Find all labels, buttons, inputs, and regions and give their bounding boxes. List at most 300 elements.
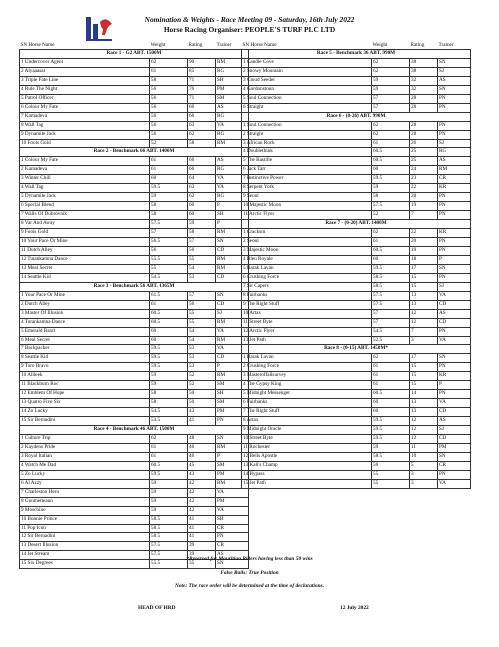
- trainer-cell: PM: [216, 470, 249, 479]
- table-row: [242, 184, 471, 193]
- rating-cell: 63: [188, 184, 216, 193]
- weight-cell: 59.5: [150, 470, 188, 479]
- rating-cell: 58: [188, 229, 216, 238]
- trainer-cell: CD: [438, 318, 471, 327]
- weight-cell: 56: [372, 461, 410, 470]
- trainer-cell: SM: [216, 399, 249, 408]
- rating-cell: 18: [410, 255, 438, 264]
- rating-cell: 48: [188, 434, 216, 443]
- table-row: [242, 372, 471, 381]
- horse-name-cell: 3 Royal Italian: [20, 452, 150, 461]
- weight-cell: 57.5: [150, 542, 188, 551]
- table-row: [242, 470, 471, 479]
- trainer-cell: RM: [216, 318, 249, 327]
- weight-cell: 58.5: [372, 282, 410, 291]
- trainer-cell: SN: [216, 434, 249, 443]
- trainer-cell: CD: [438, 408, 471, 417]
- horse-name-cell: 8 Seattle Kid: [20, 354, 150, 363]
- rating-cell: 25: [410, 148, 438, 157]
- horse-name-cell: 5 Dynamite Jack: [20, 193, 150, 202]
- table-row: [242, 121, 471, 130]
- trainer-cell: PN: [438, 470, 471, 479]
- horse-name-cell: 1 Barak Lavan: [242, 354, 372, 363]
- trainer-cell: RM: [216, 479, 249, 488]
- weight-cell: 57: [372, 94, 410, 103]
- rating-cell: 53: [188, 273, 216, 282]
- rating-cell: 28: [410, 121, 438, 130]
- race-title: Race 6 - (0-26) ABT. 990M: [242, 112, 471, 121]
- rating-cell: 39: [188, 542, 216, 551]
- horse-name-cell: 5 The Bastille: [242, 157, 372, 166]
- trainer-cell: RM: [216, 443, 249, 452]
- horse-name-cell: 3 Master Of Illusion: [20, 309, 150, 318]
- rating-cell: 17: [410, 354, 438, 363]
- horse-name-cell: 4 The Gypsy King: [242, 381, 372, 390]
- table-row: [242, 246, 471, 255]
- weight-cell: 61.5: [150, 291, 188, 300]
- trainer-cell: VA: [216, 184, 249, 193]
- trainer-cell: RM: [216, 255, 249, 264]
- col-header-weight: Weight: [150, 42, 166, 48]
- weight-cell: 61: [150, 300, 188, 309]
- rating-cell: 32: [410, 85, 438, 94]
- rating-cell: 15: [410, 282, 438, 291]
- table-row: [242, 461, 471, 470]
- trainer-cell: SN: [216, 238, 249, 247]
- horse-name-cell: 5 Emerald Band: [20, 327, 150, 336]
- rating-cell: 13: [410, 300, 438, 309]
- weight-cell: 57: [372, 309, 410, 318]
- weight-cell: 57: [372, 318, 410, 327]
- horse-name-cell: 8 Fairbanks: [242, 291, 372, 300]
- horse-name-cell: 2 Seoul: [242, 238, 372, 247]
- table-row: [20, 58, 249, 67]
- trainer-cell: PN: [438, 193, 471, 202]
- weight-cell: 59: [372, 184, 410, 193]
- table-row: [20, 515, 249, 524]
- table-row: [20, 255, 249, 264]
- horse-name-cell: 4 Wall Tag: [20, 184, 150, 193]
- table-row: [242, 390, 471, 399]
- trainer-cell: SH: [216, 211, 249, 220]
- horse-name-cell: 2 Crushing Force: [242, 363, 372, 372]
- table-row: [20, 417, 249, 426]
- horse-name-cell: 2 Straight: [242, 130, 372, 139]
- trainer-cell: VA: [216, 345, 249, 354]
- race-header-row: [20, 426, 249, 435]
- table-row: [20, 488, 249, 497]
- horse-name-cell: 9 Moschino: [20, 506, 150, 515]
- weight-cell: 56: [150, 103, 188, 112]
- horse-name-cell: 5 Midnight Messenger: [242, 390, 372, 399]
- horse-name-cell: 13 Meal Secret: [20, 264, 150, 273]
- table-row: [242, 273, 471, 282]
- horse-name-cell: 4 Tutankamna Dance: [20, 318, 150, 327]
- race-header-row: [242, 112, 471, 121]
- rating-cell: 25: [410, 157, 438, 166]
- table-row: [242, 103, 471, 112]
- table-row: [242, 327, 471, 336]
- rating-cell: 41: [188, 524, 216, 533]
- rating-cell: 20: [410, 238, 438, 247]
- left-column: [19, 42, 248, 569]
- rating-cell: 20: [410, 193, 438, 202]
- horse-name-cell: 8 Wall Tag: [20, 121, 150, 130]
- horse-name-cell: 15 Six Degrees: [20, 560, 150, 569]
- weight-cell: 60: [372, 399, 410, 408]
- weight-cell: 59.5: [372, 417, 410, 426]
- weight-cell: 57: [150, 229, 188, 238]
- race-header-row: [20, 50, 249, 59]
- horse-name-cell: 7 Walls Of Dubrovnik: [20, 211, 150, 220]
- table-row: [20, 399, 249, 408]
- rating-cell: 71: [188, 76, 216, 85]
- rating-cell: 57: [188, 291, 216, 300]
- rating-cell: 15: [410, 273, 438, 282]
- weight-cell: 57.5: [372, 300, 410, 309]
- horse-name-cell: 10 Allleek: [20, 372, 150, 381]
- table-row: [20, 121, 249, 130]
- horse-name-cell: 13 Kali's Champ: [242, 461, 372, 470]
- rating-cell: 55: [188, 255, 216, 264]
- table-row: [242, 479, 471, 488]
- weight-cell: 57.5: [372, 291, 410, 300]
- table-row: [20, 103, 249, 112]
- col-header-horse: SN Horse Name: [20, 42, 55, 48]
- horse-name-cell: 6 Jack Tarr: [242, 166, 372, 175]
- weight-cell: 57: [372, 103, 410, 112]
- trainer-cell: SN: [438, 264, 471, 273]
- table-row: [20, 112, 249, 121]
- weight-cell: 61: [372, 372, 410, 381]
- weight-cell: 60: [372, 255, 410, 264]
- weight-cell: 55.5: [150, 560, 188, 569]
- weight-cell: 59.5: [150, 354, 188, 363]
- race-title: Race 3 - Benchmark 56 ABT. 1365M: [20, 282, 249, 291]
- table-row: [20, 184, 249, 193]
- trainer-cell: PM: [216, 497, 249, 506]
- weight-cell: 52: [150, 139, 188, 148]
- table-row: [20, 381, 249, 390]
- weight-cell: 58.5: [150, 515, 188, 524]
- table-row: [20, 273, 249, 282]
- rating-cell: 23: [410, 175, 438, 184]
- weight-cell: 61: [150, 157, 188, 166]
- weight-cell: 61: [150, 67, 188, 76]
- rating-cell: 59: [188, 220, 216, 229]
- trainer-cell: CD: [216, 246, 249, 255]
- rating-cell: 46: [188, 452, 216, 461]
- trainer-cell: KR: [438, 184, 471, 193]
- weight-cell: 58: [150, 211, 188, 220]
- rating-cell: 42: [188, 506, 216, 515]
- table-row: [242, 175, 471, 184]
- table-row: [242, 452, 471, 461]
- rating-cell: 54: [188, 327, 216, 336]
- table-row: [20, 542, 249, 551]
- table-row: [242, 417, 471, 426]
- trainer-cell: P: [438, 381, 471, 390]
- weight-cell: 53.5: [150, 417, 188, 426]
- table-row: [242, 166, 471, 175]
- horse-name-cell: 1 Candle Cove: [242, 58, 372, 67]
- weight-cell: 57.5: [150, 551, 188, 560]
- trainer-cell: SJ: [438, 139, 471, 148]
- horse-name-cell: 1 Your Pace Or Mine: [20, 291, 150, 300]
- rating-cell: 53: [188, 354, 216, 363]
- table-row: [20, 327, 249, 336]
- table-row: [20, 94, 249, 103]
- weight-cell: 59: [150, 497, 188, 506]
- trainer-cell: SJ: [438, 282, 471, 291]
- table-row: [20, 345, 249, 354]
- weight-cell: 58.5: [150, 533, 188, 542]
- horse-name-cell: 10 Majestic Moon: [242, 202, 372, 211]
- trainer-cell: CR: [216, 524, 249, 533]
- table-row: [20, 506, 249, 515]
- table-row: [20, 193, 249, 202]
- rating-cell: 15: [410, 363, 438, 372]
- rating-cell: 41: [188, 515, 216, 524]
- trainer-cell: CD: [438, 300, 471, 309]
- horse-name-cell: 1 Undercover Agent: [20, 58, 150, 67]
- weight-cell: 58: [150, 390, 188, 399]
- table-row: [242, 238, 471, 247]
- table-row: [242, 157, 471, 166]
- rating-cell: 41: [188, 417, 216, 426]
- table-row: [20, 372, 249, 381]
- trainer-cell: AS: [438, 417, 471, 426]
- weight-cell: 56: [150, 130, 188, 139]
- trainer-cell: P: [216, 202, 249, 211]
- rating-cell: 42: [188, 488, 216, 497]
- horse-name-cell: 10 Artax: [242, 309, 372, 318]
- trainer-cell: RG: [438, 148, 471, 157]
- horse-name-cell: 12 Sir Bernadini: [20, 533, 150, 542]
- rating-cell: 66: [188, 103, 216, 112]
- rating-cell: 11: [410, 443, 438, 452]
- trainer-cell: RM: [438, 166, 471, 175]
- horse-name-cell: 9 Seoul: [242, 193, 372, 202]
- weight-cell: 60.5: [150, 318, 188, 327]
- table-row: [242, 434, 471, 443]
- horse-name-cell: 14 Seattle Kid: [20, 273, 150, 282]
- weight-cell: 60: [150, 327, 188, 336]
- table-row: [20, 318, 249, 327]
- table-row: [20, 336, 249, 345]
- trainer-cell: PM: [216, 85, 249, 94]
- rating-cell: 54: [188, 336, 216, 345]
- table-row: [242, 211, 471, 220]
- trainer-cell: VA: [216, 121, 249, 130]
- horse-name-cell: 11 Street Byte: [242, 318, 372, 327]
- horse-name-cell: 2 Kamadeva: [20, 166, 150, 175]
- rating-cell: 58: [188, 139, 216, 148]
- rating-cell: 39: [188, 551, 216, 560]
- table-row: [242, 264, 471, 273]
- weight-cell: 59.5: [372, 434, 410, 443]
- trainer-cell: PN: [438, 273, 471, 282]
- horse-name-cell: 1 Colour My Fate: [20, 157, 150, 166]
- rating-cell: 53: [188, 345, 216, 354]
- rating-cell: 28: [410, 94, 438, 103]
- table-row: [242, 300, 471, 309]
- table-row: [20, 130, 249, 139]
- trainer-cell: CR: [438, 461, 471, 470]
- rating-cell: 7: [410, 211, 438, 220]
- horse-name-cell: 6 Special Blend: [20, 202, 150, 211]
- horse-name-cell: 11 Blackburn Roc: [20, 381, 150, 390]
- trainer-cell: CD: [216, 300, 249, 309]
- table-row: [20, 139, 249, 148]
- horse-name-cell: 11 Dutch Alley: [20, 246, 150, 255]
- horse-name-cell: 2 Kaydens Pride: [20, 443, 150, 452]
- trainer-cell: RM: [216, 372, 249, 381]
- trainer-cell: RM: [216, 139, 249, 148]
- horse-name-cell: 2 Snowy Mountain: [242, 67, 372, 76]
- table-row: [20, 408, 249, 417]
- horse-name-cell: 6 Straight: [242, 103, 372, 112]
- table-row: [20, 166, 249, 175]
- rating-cell: 66: [188, 166, 216, 175]
- table-row: [20, 443, 249, 452]
- weight-cell: 61: [372, 139, 410, 148]
- trainer-cell: VA: [438, 399, 471, 408]
- horse-name-cell: 1 Soul Connection: [242, 121, 372, 130]
- table-row: [242, 85, 471, 94]
- weight-cell: 60.5: [372, 390, 410, 399]
- horse-name-cell: 13 Desert Illusion: [20, 542, 150, 551]
- horse-name-cell: 6 Crushing Force: [242, 273, 372, 282]
- rating-cell: 12: [410, 318, 438, 327]
- horse-name-cell: 4 Watch Me Dad: [20, 461, 150, 470]
- rating-cell: 56: [188, 246, 216, 255]
- weight-cell: 59.5: [150, 345, 188, 354]
- trainer-cell: VA: [216, 175, 249, 184]
- race-header-row: [20, 282, 249, 291]
- weight-cell: 56.5: [150, 238, 188, 247]
- weight-cell: 59: [372, 76, 410, 85]
- weight-cell: 58.5: [150, 524, 188, 533]
- weight-cell: 58: [150, 399, 188, 408]
- rating-cell: 41: [188, 533, 216, 542]
- table-row: [20, 175, 249, 184]
- weight-cell: 61: [372, 381, 410, 390]
- trainer-cell: P: [216, 220, 249, 229]
- trainer-cell: PM: [438, 443, 471, 452]
- trainer-cell: SN: [438, 58, 471, 67]
- right-column: [241, 42, 470, 489]
- trainer-cell: VA: [438, 479, 471, 488]
- table-row: [242, 202, 471, 211]
- weight-cell: 60: [150, 336, 188, 345]
- weight-cell: 59: [150, 372, 188, 381]
- weight-cell: 56: [150, 246, 188, 255]
- table-row: [242, 58, 471, 67]
- weight-cell: 59: [150, 479, 188, 488]
- horse-name-cell: 3 Majestic Moon: [242, 246, 372, 255]
- table-row: [20, 524, 249, 533]
- rating-cell: 17: [410, 264, 438, 273]
- rating-cell: 19: [410, 246, 438, 255]
- col-header-rating: Rating: [188, 42, 203, 48]
- document-title: Nomination & Weights - Race Meeting 09 - Saturday, 16th July 2022: [144, 15, 355, 24]
- rating-cell: 12: [410, 417, 438, 426]
- table-row: [20, 291, 249, 300]
- horse-name-cell: 7 The Right Stuff: [242, 408, 372, 417]
- rating-cell: 12: [410, 426, 438, 435]
- trainer-cell: PN: [438, 211, 471, 220]
- rating-cell: 13: [410, 291, 438, 300]
- horse-name-cell: 5 Patrol Officer: [20, 94, 150, 103]
- weight-cell: 61: [372, 238, 410, 247]
- horse-name-cell: 6 Al Azzy: [20, 479, 150, 488]
- horse-name-cell: 6 Fairbanks: [242, 399, 372, 408]
- weight-cell: 56: [150, 112, 188, 121]
- weight-cell: 52: [372, 211, 410, 220]
- race-header-row: [242, 345, 471, 354]
- trainer-cell: SH: [216, 515, 249, 524]
- horse-name-cell: 15 Sir Bernadini: [20, 417, 150, 426]
- trainer-cell: PN: [438, 130, 471, 139]
- table-row: [242, 309, 471, 318]
- table-row: [20, 390, 249, 399]
- horse-name-cell: 3 Cloud Seeder: [242, 76, 372, 85]
- horse-name-cell: 10 Fools Gold: [20, 139, 150, 148]
- rating-cell: 43: [188, 408, 216, 417]
- weight-cell: 56: [150, 121, 188, 130]
- table-row: [242, 148, 471, 157]
- horse-name-cell: 7 Instinctive Power: [242, 175, 372, 184]
- weight-cell: 62: [372, 67, 410, 76]
- rating-cell: 64: [188, 175, 216, 184]
- weight-cell: 61: [150, 452, 188, 461]
- table-row: [20, 533, 249, 542]
- trainer-cell: SJ: [438, 67, 471, 76]
- horse-name-cell: 4 Bleu Royale: [242, 255, 372, 264]
- rating-cell: 52: [188, 381, 216, 390]
- trainer-cell: RG: [216, 130, 249, 139]
- col-header-trainer: Trainer: [216, 42, 232, 48]
- horse-name-cell: 7 Sir Capers: [242, 282, 372, 291]
- trainer-cell: KR: [438, 372, 471, 381]
- horse-name-cell: 7 Charleston Hero: [20, 488, 150, 497]
- horse-name-cell: 12 Arctic Flyer: [242, 327, 372, 336]
- horse-name-cell: 1 Cracksm: [242, 229, 372, 238]
- weight-cell: 62: [372, 229, 410, 238]
- rating-cell: 22: [410, 229, 438, 238]
- trainer-cell: VA: [438, 291, 471, 300]
- rating-cell: 3: [410, 470, 438, 479]
- rating-cell: 42: [188, 497, 216, 506]
- race-title: Race 4 - Benchmark 46 ABT. 1500M: [20, 426, 249, 435]
- rating-cell: 38: [410, 67, 438, 76]
- rating-cell: 28: [410, 130, 438, 139]
- table-row: [20, 67, 249, 76]
- rating-cell: 5: [410, 461, 438, 470]
- horse-name-cell: 7 Backpacker: [20, 345, 150, 354]
- weight-cell: 60.5: [372, 157, 410, 166]
- table-row: [20, 246, 249, 255]
- horse-name-cell: 11 Arctic Flyer: [242, 211, 372, 220]
- table-row: [242, 282, 471, 291]
- horse-name-cell: 9 Fools Gold: [20, 229, 150, 238]
- weight-cell: 55.5: [150, 255, 188, 264]
- table-row: [20, 309, 249, 318]
- table-row: [20, 497, 249, 506]
- trainer-cell: PN: [438, 121, 471, 130]
- weight-cell: 59: [150, 506, 188, 515]
